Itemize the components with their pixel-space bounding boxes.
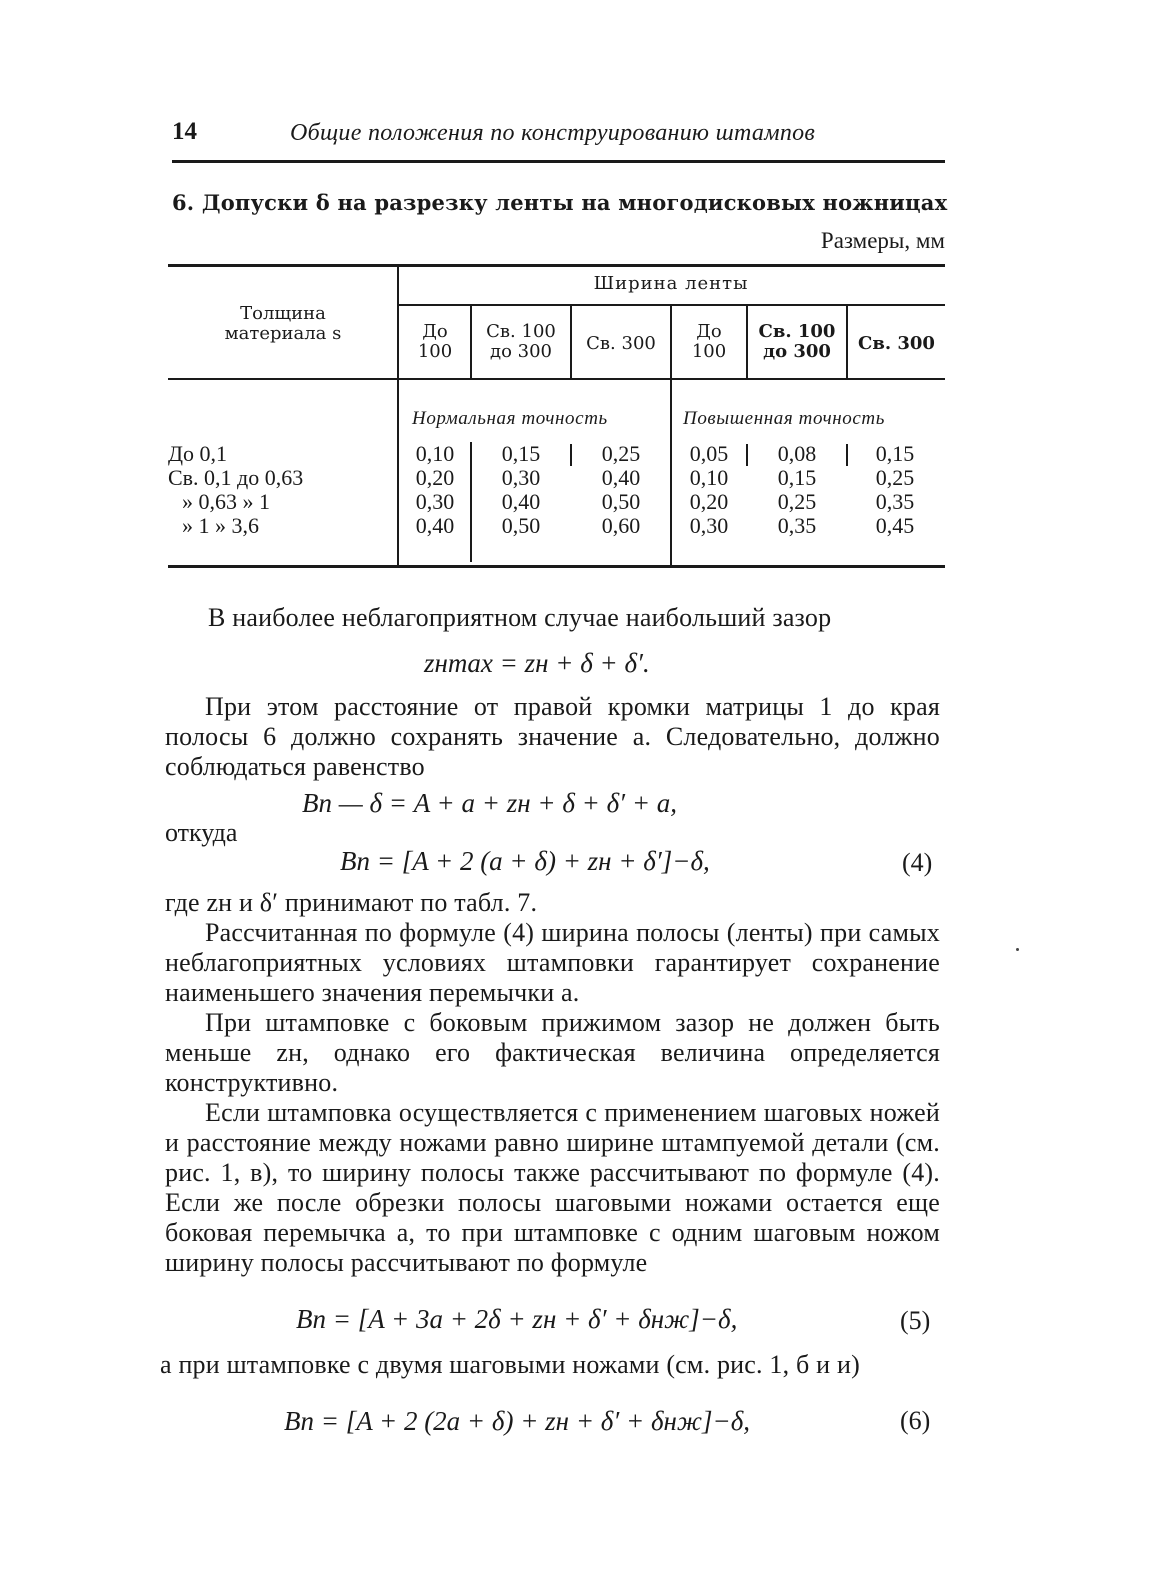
formula: Bп = [A + 2 (2a + δ) + zн + δ′ + δнж]−δ, [284,1406,751,1436]
table-cell: 0,40 [501,489,541,514]
row-label: » 1 » 3,6 [182,513,259,538]
row-label: Св. 0,1 до 0,63 [168,465,304,490]
table-cell: 0,50 [501,513,541,538]
header-bottom-rule [168,378,945,380]
running-head [172,116,945,156]
column-header: Св. 300 [858,333,935,354]
table-cell: 0,45 [875,513,915,538]
table-bottom-rule [168,565,945,568]
equation-number: (4) [902,848,933,877]
table-cell: 0,25 [777,489,817,514]
table-cell: 0,20 [415,465,455,490]
equation-number: (5) [900,1306,931,1335]
scan-speck [1016,948,1019,951]
paragraph: а при штамповке с двумя шаговыми ножами (см. рис. 1, б и и) [160,1350,860,1379]
table-cell: 0,60 [601,513,641,538]
table-cell: 0,15 [501,441,541,466]
paragraph: Рассчитанная по формуле (4) ширина полосы (ленты) при самых неблагоприятных условиях штамповки гарантирует сохранение наименьшего значения перемычки a. [165,918,940,1007]
row-label: » 0,63 » 1 [182,489,270,514]
formula: Bп = [A + 3a + 2δ + zн + δ′ + δнж]−δ, [296,1304,738,1334]
table-cell: 0,10 [689,465,729,490]
row-header: Толщина материала s [224,303,342,344]
high-accuracy-label: Повышенная точность [683,408,885,429]
body-col-divider [570,444,572,466]
formula: Bп — δ = A + a + zн + δ + δ′ + a, [302,788,678,818]
paragraph: При штамповке с боковым прижимом зазор не должен быть меньше zн, однако его фактическая величина определяется конструктивно. [165,1008,940,1097]
header-rule [172,160,945,163]
table-caption: 6. Допуски δ на разрезку ленты на многодисковых ножницах [172,190,948,215]
page-number: 14 [172,118,197,145]
table-cell: 0,40 [601,465,641,490]
normal-accuracy-label: Нормальная точность [412,408,608,429]
paragraph: При этом расстояние от правой кромки матрицы 1 до края полосы 6 должно сохранять значение a. Следовательно, должно соблюдаться равенство [165,692,940,781]
table-cell: 0,30 [501,465,541,490]
column-header: Св. 100 до 300 [758,321,836,362]
table-cell: 0,08 [777,441,817,466]
units-note: Размеры, мм [820,228,945,253]
column-header: Св. 300 [586,333,656,354]
body-col-divider [846,444,848,466]
running-title: Общие положения по конструированию штампов [290,120,816,146]
row-label: До 0,1 [168,441,228,466]
table-cell: 0,05 [689,441,729,466]
paragraph: откуда [165,818,238,847]
table-cell: 0,25 [601,441,641,466]
group-header: Ширина ленты [593,273,749,294]
table-cell: 0,20 [689,489,729,514]
body-col-divider [470,442,472,562]
tolerance-table [168,264,945,569]
table-cell: 0,30 [415,489,455,514]
paragraph: где zн и δ′ принимают по табл. 7. [165,888,538,917]
equation-number: (6) [900,1406,931,1435]
paragraph: Если штамповка осуществляется с применением шаговых ножей и расстояние между ножами равно ширине штампуемой детали (см. рис. 1, в), то ширину полосы также рассчитывают по формуле (4). Если же после обрезки полосы шаговыми ножами остается еще боковая перемычка a, то при штамповке с одним шаговым ножом ширину полосы рассчитывают по формуле [165,1098,940,1277]
table-top-rule [168,264,945,267]
table-cell: 0,10 [415,441,455,466]
column-header: До 100 [691,321,727,362]
formula: Bп = [A + 2 (a + δ) + zн + δ′]−δ, [340,846,710,876]
column-header: Св. 100 до 300 [486,321,556,362]
table-cell: 0,30 [689,513,729,538]
formula: zнmax = zн + δ + δ′. [424,648,650,678]
table-cell: 0,25 [875,465,915,490]
table-cell: 0,35 [777,513,817,538]
table-cell: 0,40 [415,513,455,538]
table-cell: 0,50 [601,489,641,514]
column-header: До 100 [417,321,453,362]
row-header-divider [397,267,399,565]
table-cell: 0,15 [777,465,817,490]
paragraph: В наиболее неблагоприятном случае наибольший зазор [208,603,832,632]
table-cell: 0,35 [875,489,915,514]
body-col-divider [746,444,748,466]
table-cell: 0,15 [875,441,915,466]
